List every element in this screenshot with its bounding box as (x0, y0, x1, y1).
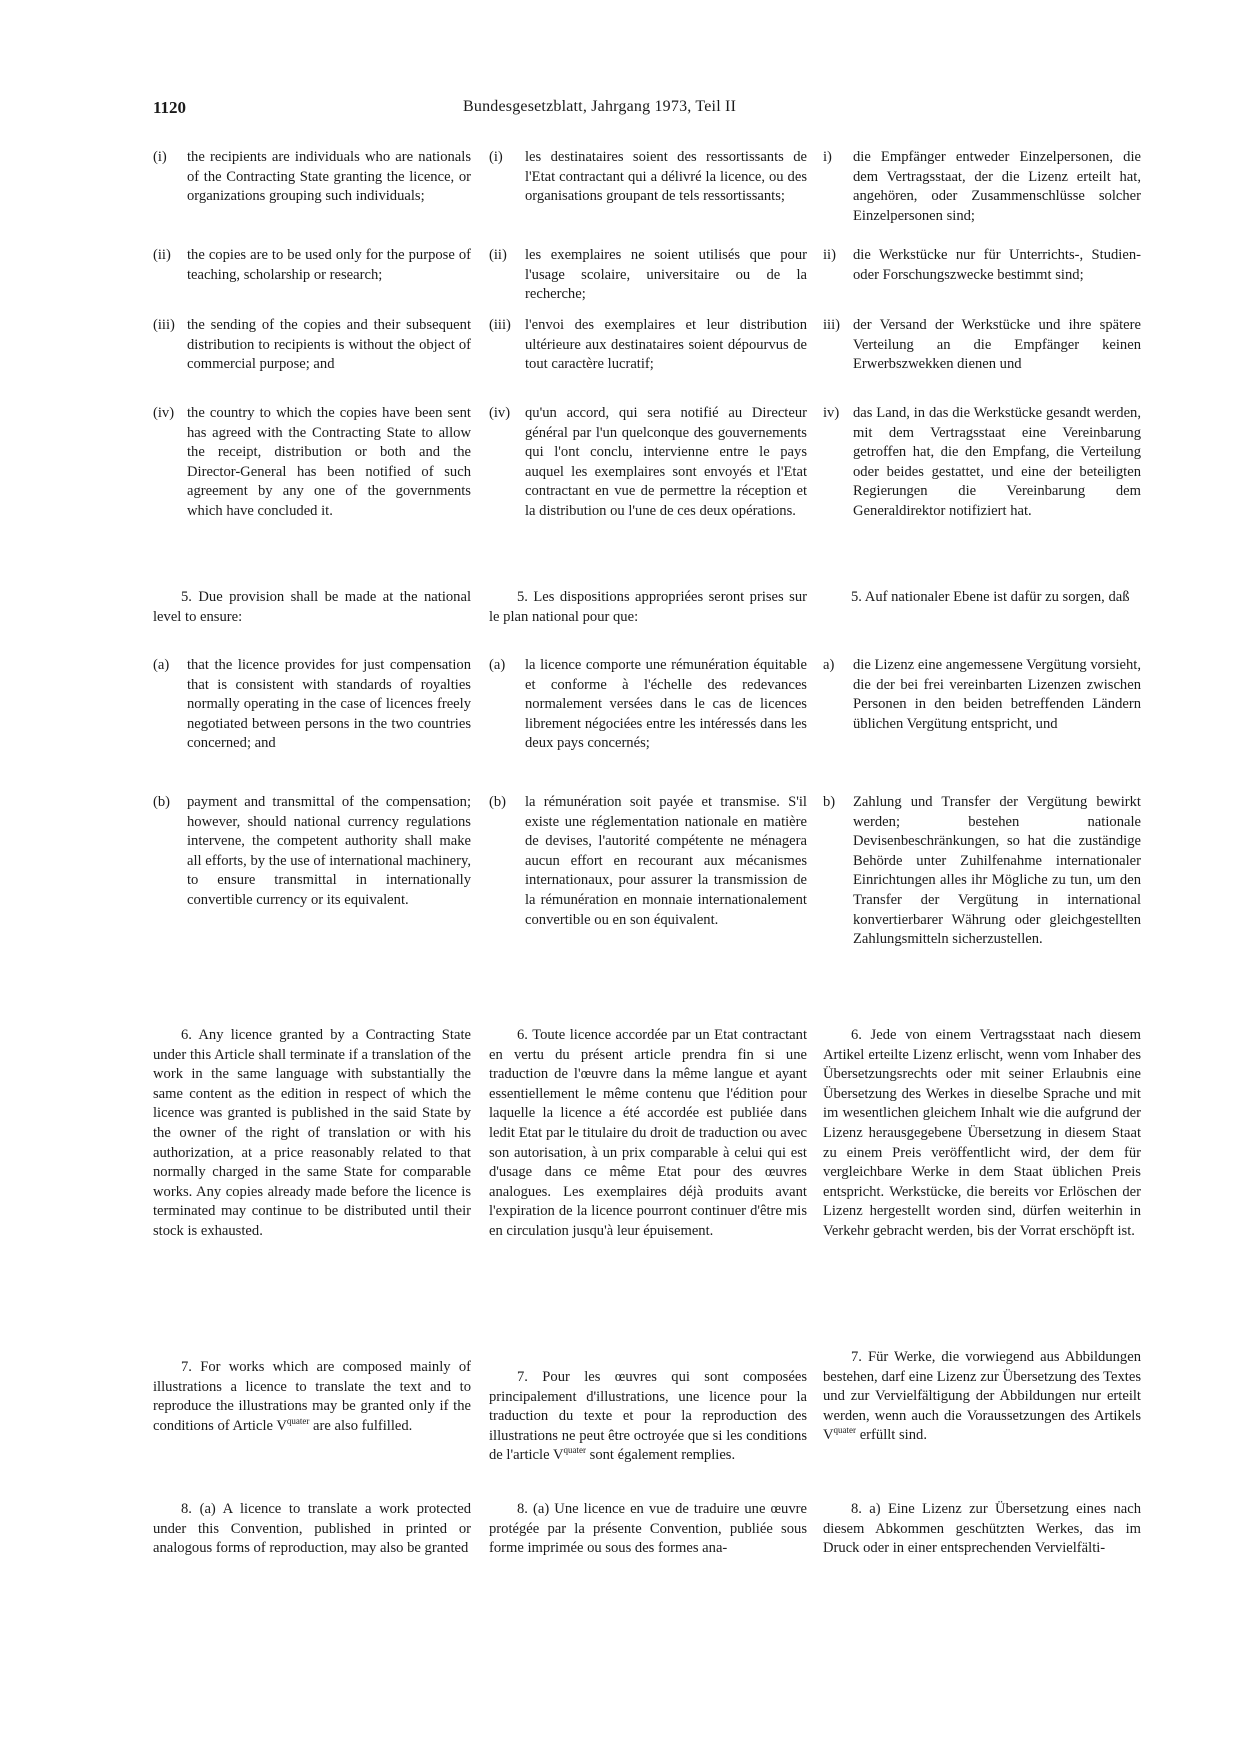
item-text: the recipients are individuals who are nationals of the Contracting State granting the licence, or organizations grouping such individuals; (187, 149, 471, 205)
item-text: das Land, in das die Werkstücke gesandt werden, mit dem Vertragsstaat eine Vereinbarung getroffen hat, die den Empfang, die Verteilung oder beides gestattet, und eine der beteiligten Regierungen die Vereinbarung dem Generaldirektor notifiziert hat. (853, 405, 1141, 519)
paragraph-7 (823, 1348, 1141, 1446)
item-text: Zahlung und Transfer der Vergütung bewirkt werden; bestehen nationale Devisenbeschränkungen, so hat die zuständige Behörde unter Zuhilfenahme internationaler Einrichtungen alles ihr Mögliche zu tun, um den Transfer der Vergütung in international konvertierbarer Währung oder gleichgestellten Zahlungsmitteln sicherzustellen. (853, 794, 1141, 948)
item-label: (a) (489, 657, 506, 673)
item-text: der Versand der Werkstücke und ihre spätere Verteilung an die Empfänger keinen Erwerbszwekken dienen und (853, 317, 1141, 373)
item-text: la rémunération soit payée et transmise. S'il existe une réglementation nationale en matière de devises, l'autorité compétente ne ménagera aucun effort en recourant aux mécanismes internationaux, pour assurer la transmission de la rémunération en monnaie internationalement convertible ou en son équivalent. (525, 794, 807, 928)
item-label: a) (823, 657, 835, 673)
item-text: die Werkstücke nur für Unterrichts-, Studien- oder Forschungszwecke bestimmt sind; (853, 247, 1141, 283)
item-text: the country to which the copies have been sent has agreed with the Contracting State to allow the receipt, distribution or both and the Director-General has been notified of such agreement by any one of the governments which have concluded it. (187, 405, 471, 519)
page-header (153, 98, 1143, 128)
item-label: (iv) (489, 405, 511, 421)
item-ii (823, 246, 1141, 285)
item-label: (iii) (489, 317, 511, 333)
item-iii (823, 316, 1141, 375)
item-text: that the licence provides for just compensation that is consistent with standards of royalties normally operating in the case of licences freely negotiated between persons in the two countries concerned; and (187, 657, 471, 752)
item-text: l'envoi des exemplaires et leur distribution ultérieure aux destinataires soient dépourvus de tout caractère lucratif; (525, 317, 807, 373)
paragraph-text: 6. Toute licence accordée par un Etat contractant en vertu du présent article prendra fin si une traduction de l'œuvre dans la même langue et ayant essentiellement le même contenu que l'édition pour laquelle la licence a été accordée est publiée dans ledit Etat par le titulaire du droit de traduction ou avec son autorisation, à un prix comparable à celui qui est d'usage dans ce même Etat pour des œuvres analogues. Les exemplaires déjà produits avant l'expiration de la licence pourront continuer d'être mis en circulation jusqu'à leur épuisement. (489, 1027, 807, 1239)
item-text: die Lizenz eine angemessene Vergütung vorsieht, die der bei frei vereinbarten Lizenzen zwischen Personen in den beiden betreffenden Ländern üblichen Vergütung entspricht, und (853, 657, 1141, 732)
item-ii (489, 246, 807, 305)
item-iii (489, 316, 807, 375)
item-label: (b) (489, 794, 507, 810)
item-label: (iv) (153, 405, 175, 421)
item-a (823, 656, 1141, 734)
item-i (823, 148, 1141, 226)
item-b (823, 793, 1141, 950)
item-ii (153, 246, 471, 285)
item-text: qu'un accord, qui sera notifié au Directeur général par l'un quelconque des gouvernements qui l'ont conclu, intervienne entre le pays auquel les exemplaires sont envoyés et l'Etat contractant en vue de permettre la réception et la distribution ou l'une de ces deux opérations. (525, 405, 807, 519)
paragraph-text: 6. Any licence granted by a Contracting State under this Article shall terminate if a translation of the work in the same language with substantially the same content as the edition in respect of which the licence was granted is published in the said State by the owner of the right of translation or with his authorization, at a price reasonably related to that normally charged in the same State for comparable works. Any copies already made before the licence is terminated may continue to be distributed until their stock is exhausted. (153, 1027, 471, 1239)
item-label: ii) (823, 247, 836, 263)
paragraph-text: 8. a) Eine Lizenz zur Übersetzung eines nach diesem Abkommen geschützten Werkes, das im Druck oder in einer entsprechenden Vervielfälti- (823, 1501, 1141, 1557)
paragraph-8 (823, 1500, 1141, 1559)
item-text: les exemplaires ne soient utilisés que pour l'usage scolaire, universitaire ou de la recherche; (525, 247, 807, 303)
item-iv (823, 404, 1141, 522)
running-head: Bundesgesetzblatt, Jahrgang 1973, Teil II (463, 98, 737, 115)
item-b (489, 793, 807, 930)
item-label: (iii) (153, 317, 175, 333)
item-label: (a) (153, 657, 170, 673)
item-i (153, 148, 471, 207)
item-label: (i) (153, 149, 167, 165)
item-text: payment and transmittal of the compensation; however, should national currency regulations intervene, the competent authority shall make all efforts, by the use of international machinery, to ensure transmittal in internationally convertible currency or its equivalent. (187, 794, 471, 908)
paragraph-text: 5. Les dispositions appropriées seront prises sur le plan national pour que: (489, 589, 807, 625)
item-text: la licence comporte une rémunération équitable et conforme à l'échelle des redevances normalement versées dans le cas de licences librement négociées entre les intéressés dans les deux pays concernés; (525, 657, 807, 752)
item-b (153, 793, 471, 911)
paragraph-text: 7. Für Werke, die vorwiegend aus Abbildungen bestehen, darf eine Lizenz zur Übersetzung des Textes und zur Vervielfältigung der Abbildungen nur erteilt werden, wenn auch die Voraussetzungen des Artikels $V^{quater}$ erfüllt sind. (823, 1349, 1141, 1444)
item-iii (153, 316, 471, 375)
paragraph-text: 7. For works which are composed mainly of illustrations a licence to translate the text and to reproduce the illustrations may be granted only if the conditions of Article $V^{quater}$ are also fulfilled. (153, 1359, 471, 1434)
item-a (489, 656, 807, 754)
item-text: the sending of the copies and their subsequent distribution to recipients is without the object of commercial purpose; and (187, 317, 471, 373)
item-label: i) (823, 149, 832, 165)
paragraph-6 (153, 1026, 471, 1242)
item-label: (ii) (153, 247, 171, 263)
item-label: b) (823, 794, 836, 810)
paragraph-text: 5. Auf nationaler Ebene ist dafür zu sorgen, daß (851, 589, 1130, 605)
paragraph-6 (823, 1026, 1141, 1242)
paragraph-text: 8. (a) Une licence en vue de traduire une œuvre protégée par la présente Convention, publiée sous forme imprimée ou sous des formes ana- (489, 1501, 807, 1557)
paragraph-7 (489, 1368, 807, 1466)
item-label: iii) (823, 317, 841, 333)
paragraph-text: 8. (a) A licence to translate a work protected under this Convention, published in printed or analogous forms of reproduction, may also be granted (153, 1501, 471, 1557)
paragraph-text: 5. Due provision shall be made at the national level to ensure: (153, 589, 471, 625)
paragraph-8 (489, 1500, 807, 1559)
paragraph-8 (153, 1500, 471, 1559)
item-label: (ii) (489, 247, 507, 263)
item-a (153, 656, 471, 754)
item-label: (i) (489, 149, 503, 165)
item-text: die Empfänger entweder Einzelpersonen, die dem Vertragsstaat, der die Lizenz erteilt hat, angehören, oder Zusammenschlüsse solcher Einzelpersonen sind; (853, 149, 1141, 224)
paragraph-5 (823, 588, 1141, 608)
item-iv (153, 404, 471, 522)
paragraph-5 (489, 588, 807, 627)
item-label: iv) (823, 405, 840, 421)
paragraph-text: 7. Pour les œuvres qui sont composées principalement d'illustrations, une licence pour la traduction du texte et pour la reproduction des illustrations ne peut être octroyée que si les conditions de l'article $V^{quater}$ sont également remplies. (489, 1369, 807, 1464)
item-label: (b) (153, 794, 171, 810)
page-number: 1120 (153, 98, 187, 117)
paragraph-7 (153, 1358, 471, 1436)
item-iv (489, 404, 807, 522)
item-text: les destinataires soient des ressortissants de l'Etat contractant qui a délivré la licence, ou des organisations groupant de tels ressortissants; (525, 149, 807, 205)
item-i (489, 148, 807, 207)
paragraph-text: 6. Jede von einem Vertragsstaat nach diesem Artikel erteilte Lizenz erlischt, wenn vom Inhaber des Übersetzungsrechts oder mit seiner Erlaubnis eine Übersetzung des Werkes in dieselbe Sprache und mit im wesentlichen gleichem Inhalt wie die aufgrund der Lizenz herausgegebene Übersetzung in diesem Staat zu einem Preis veröffentlicht wird, der dem für vergleichbare Werke in dem Staat üblichen Preis entspricht. Werkstücke, die bereits vor Erlöschen der Lizenz hergestellt worden sind, dürfen weiterhin in Verkehr gebracht werden, bis der Vorrat erschöpft ist. (823, 1027, 1141, 1239)
paragraph-5 (153, 588, 471, 627)
item-text: the copies are to be used only for the purpose of teaching, scholarship or research; (187, 247, 471, 283)
paragraph-6 (489, 1026, 807, 1242)
